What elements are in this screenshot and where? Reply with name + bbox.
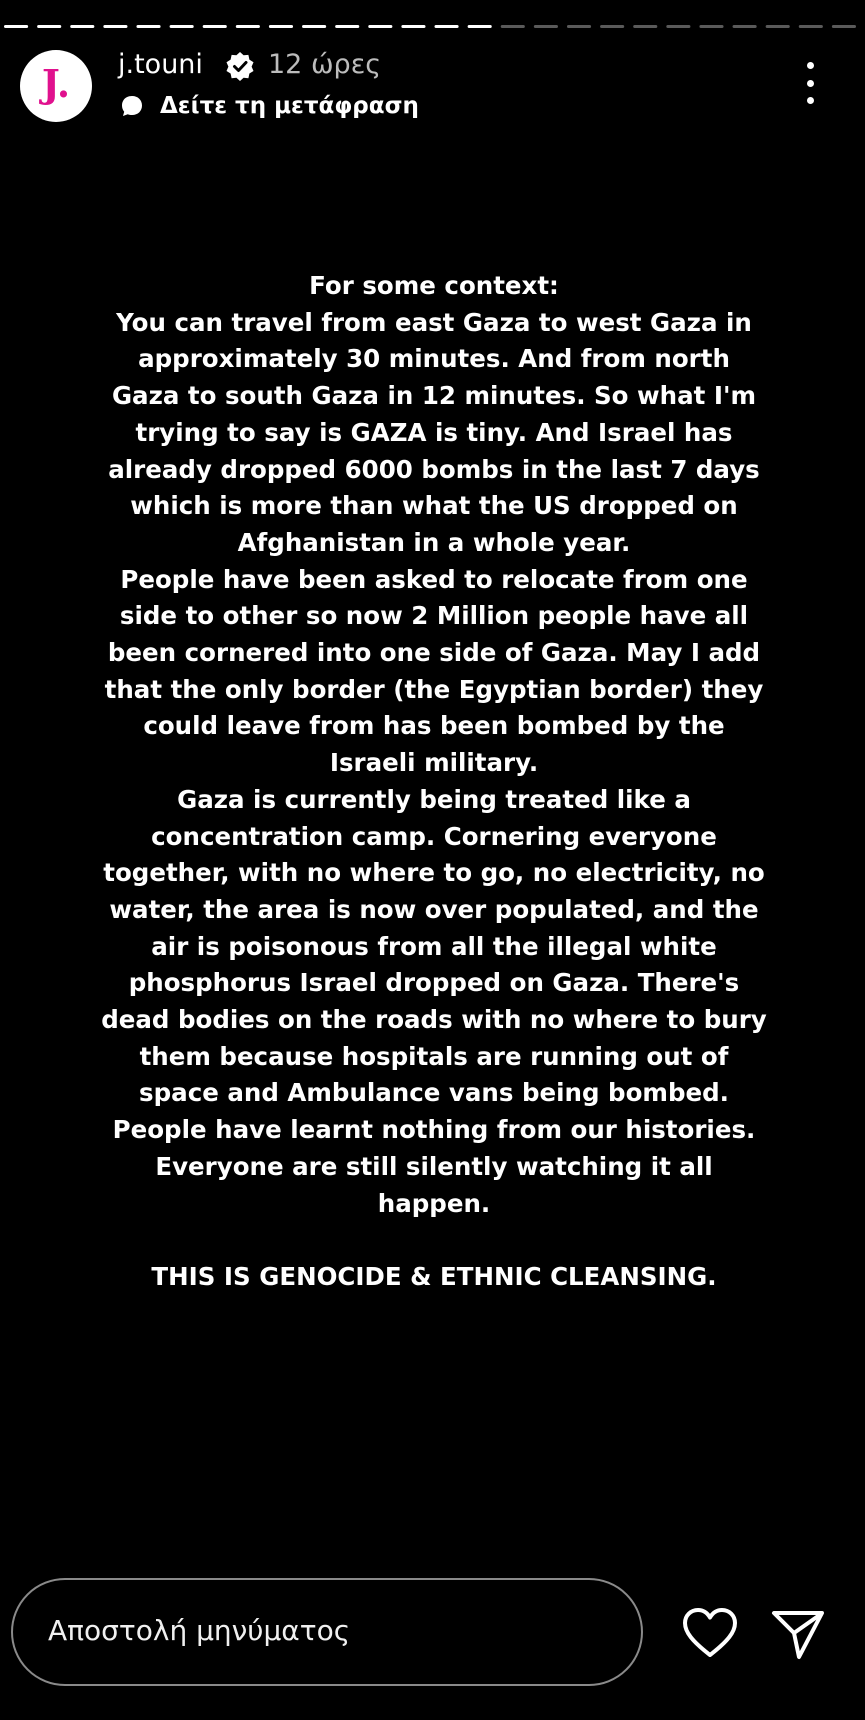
story-text-line: that the only border (the Egyptian border) they [104,674,764,704]
story-text-line: Everyone are still silently watching it all [155,1151,713,1181]
story-text-line: THIS IS GENOCIDE & ETHNIC CLEANSING. [151,1261,717,1291]
story-text-line: together, with no where to go, no electricity, no [103,858,765,888]
progress-segment [468,25,492,28]
progress-segment [799,25,823,28]
progress-segment [501,25,525,28]
story-text-line: People have learnt nothing from our histories. [112,1115,756,1145]
profile-avatar[interactable] [20,50,92,122]
username[interactable]: j.touni [118,49,203,80]
story-text-line: Afghanistan in a whole year. [237,527,631,557]
story-text-body [96,268,772,1296]
progress-segment [600,25,624,28]
progress-segment [170,25,194,28]
story-text-line: Gaza is currently being treated like a [177,784,691,814]
progress-segment [368,25,392,28]
story-text-line: For some context: [309,271,559,300]
story-text-line: could leave from has been bombed by the [143,711,725,741]
translate-icon [120,94,144,118]
progress-segment [103,25,127,28]
more-dot-icon [807,80,814,87]
reply-placeholder: Αποστολή μηνύματος [48,1614,351,1647]
progress-segment [236,25,260,28]
story-text-line: side to other so now 2 Million people have all [119,601,749,631]
progress-segment [435,25,459,28]
progress-segment [666,25,690,28]
progress-segment [269,25,293,28]
story-text-line: space and Ambulance vans being bombed. [139,1078,729,1108]
story-text-line: trying to say is GAZA is tiny. And Israel has [135,417,733,447]
story-text-line: Gaza to south Gaza in 12 minutes. So what I'm [111,381,757,411]
progress-segment [136,25,160,28]
progress-segment [699,25,723,28]
story-text-line: You can travel from east Gaza to west Gaza in [116,307,752,337]
story-text-spacer [96,1222,772,1259]
progress-segment [4,25,28,28]
story-text-line: water, the area is now over populated, and the [109,894,759,924]
story-text-line: air is poisonous from all the illegal white [151,931,717,961]
progress-segment [733,25,757,28]
story-text-line: happen. [377,1188,491,1218]
story-text-line: People have been asked to relocate from one [120,564,748,594]
story-progress-bar [4,20,856,34]
progress-segment [401,25,425,28]
progress-segment [302,25,326,28]
progress-segment [70,25,94,28]
more-dot-icon [807,97,814,104]
more-dot-icon [807,62,814,69]
more-options-button[interactable] [796,58,824,108]
story-text-line: phosphorus Israel dropped on Gaza. There's [128,968,740,998]
progress-segment [633,25,657,28]
story-text-line: concentration camp. Cornering everyone [151,821,717,851]
progress-segment [766,25,790,28]
progress-segment [567,25,591,28]
story-text-line: them because hospitals are running out of [139,1041,729,1071]
verified-badge-icon [225,51,255,81]
progress-segment [37,25,61,28]
story-text-line: which is more than what the US dropped on [130,491,738,521]
story-text-line: dead bodies on the roads with no where to bury [101,1005,767,1035]
story-text-line: Israeli military. [329,748,539,778]
see-translation-link[interactable]: Δείτε τη μετάφραση [160,93,419,119]
progress-segment [335,25,359,28]
progress-segment [832,25,856,28]
story-text-line: been cornered into one side of Gaza. May I add [107,638,761,668]
progress-segment [534,25,558,28]
heart-icon[interactable] [680,1605,740,1661]
story-text-line: already dropped 6000 bombs in the last 7 days [108,454,760,484]
send-icon[interactable] [770,1607,826,1661]
profile-logo: J. [41,61,71,106]
story-text-line: approximately 30 minutes. And from north [138,344,730,374]
progress-segment [203,25,227,28]
post-time: 12 ώρες [268,49,382,80]
